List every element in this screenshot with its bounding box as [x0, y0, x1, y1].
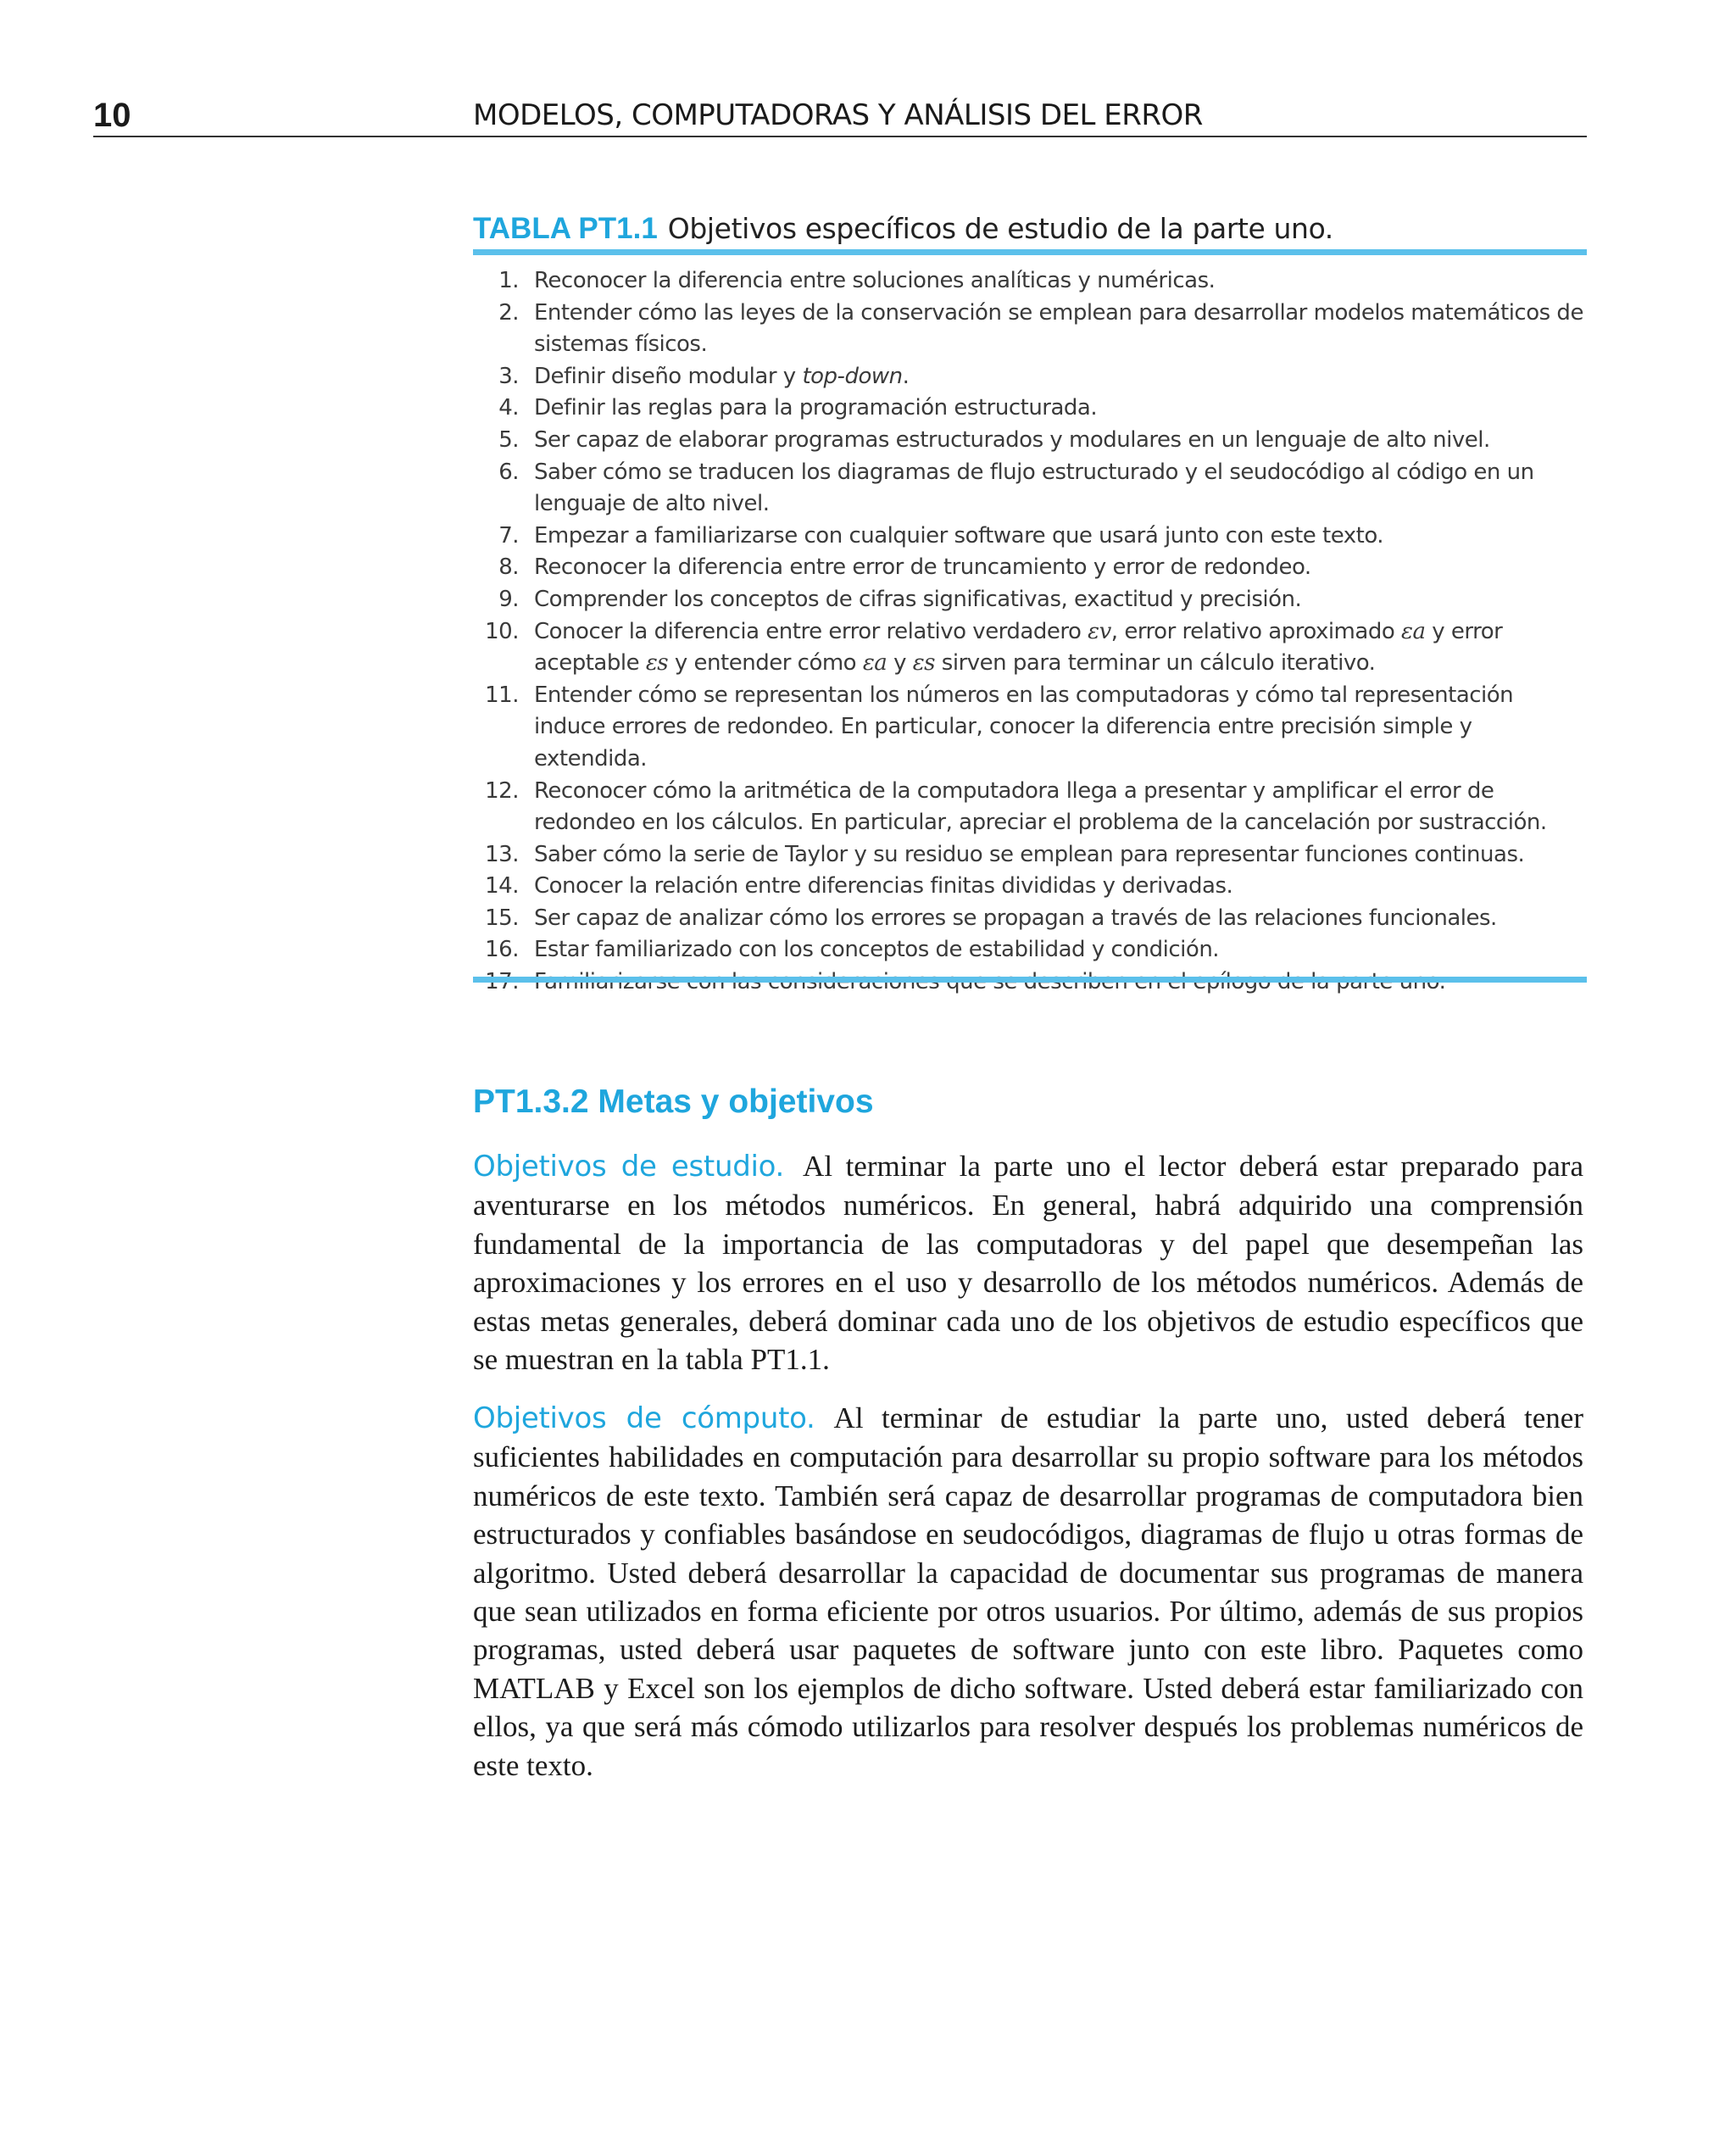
item-text: Saber cómo la serie de Taylor y su residuo se emplean para representar funciones continuas. — [534, 841, 1525, 867]
objectives-list — [473, 265, 1583, 999]
item-number: 2. — [498, 299, 519, 326]
item-number: 3. — [498, 363, 519, 389]
item-text: Ser capaz de elaborar programas estructurados y modulares en un lenguaje de alto nivel. — [534, 426, 1490, 453]
epsilon-symbol: εs — [912, 650, 936, 677]
list-item — [473, 265, 1583, 298]
list-item — [473, 776, 1583, 839]
item-number: 9. — [498, 586, 519, 612]
item-number: 13. — [485, 841, 519, 867]
item-number: 14. — [485, 873, 519, 900]
item-number: 1. — [498, 268, 519, 293]
item-number: 12. — [485, 777, 519, 804]
item-text: sirven para terminar un cálculo iterativo. — [935, 650, 1376, 677]
list-item — [473, 871, 1583, 903]
list-item — [473, 425, 1583, 457]
table-caption: Objetivos específicos de estudio de la parte uno. — [667, 212, 1333, 245]
paragraph-text: Al terminar la parte uno el lector deberá estar preparado para aventurarse en los métodos numéricos. En general, habrá adquirido una comprensión fundamental de la importancia de las computadoras y del papel que desempeñan las aproximaciones y los errores en el uso y desarrollo de los métodos numéricos. Además de estas metas generales, deberá dominar cada uno de los objetivos de estudio específicos que se muestran en la tabla PT1.1. — [473, 1150, 1583, 1377]
running-title: MODELOS, COMPUTADORAS Y ANÁLISIS DEL ERROR — [473, 98, 1203, 132]
epsilon-symbol: εa — [862, 650, 887, 677]
list-item — [473, 680, 1583, 776]
list-item — [473, 393, 1583, 425]
list-item — [473, 934, 1583, 966]
item-text: Ser capaz de analizar cómo los errores se propagan a través de las relaciones funcionales. — [534, 905, 1497, 931]
list-item — [473, 361, 1583, 393]
list-item — [473, 903, 1583, 935]
item-text: Reconocer la diferencia entre soluciones analíticas y numéricas. — [534, 268, 1216, 293]
run-in-heading: Objetivos de estudio. — [473, 1150, 785, 1184]
list-item — [473, 552, 1583, 584]
item-text: Saber cómo se traducen los diagramas de flujo estructurado y el seudocódigo al código en un lenguaje de alto nivel. — [534, 459, 1534, 517]
section-heading: PT1.3.2 Metas y objetivos — [473, 1083, 874, 1120]
item-text: Entender cómo las leyes de la conservación se emplean para desarrollar modelos matemáticos de sistemas físicos. — [534, 299, 1583, 358]
item-text: , error relativo aproximado — [1110, 618, 1401, 644]
item-text: . — [902, 363, 910, 389]
item-text-emphasis: top-down — [802, 363, 903, 389]
item-number: 11. — [485, 682, 519, 708]
item-number: 10. — [485, 618, 519, 644]
header-rule — [93, 136, 1587, 137]
list-item — [473, 298, 1583, 361]
table-title — [473, 212, 1587, 249]
item-text: y error aceptable — [534, 618, 1503, 677]
epsilon-symbol: εs — [645, 650, 669, 677]
run-in-heading: Objetivos de cómputo. — [473, 1401, 815, 1435]
item-number: 5. — [498, 426, 519, 453]
table-bottom-rule — [473, 977, 1587, 983]
item-text: Estar familiarizado con los conceptos de estabilidad y condición. — [534, 937, 1220, 963]
list-item — [473, 457, 1583, 521]
item-number: 16. — [485, 937, 519, 963]
item-text: Definir diseño modular y — [534, 363, 803, 389]
item-number: 7. — [498, 522, 519, 549]
item-text: Empezar a familiarizarse con cualquier software que usará junto con este texto. — [534, 522, 1384, 549]
paragraph-text: Al terminar de estudiar la parte uno, usted deberá tener suficientes habilidades en computación para desarrollar su propio software para los métodos numéricos de este texto. También será capaz de desarrollar programas de computadora bien estructurados y confiables basándose en seudocódigos, diagramas de flujo u otras formas de algoritmo. Usted deberá desarrollar la capacidad de documentar sus programas de manera que sean utilizados en forma eficiente por otros usuarios. Por último, además de sus propios programas, usted deberá usar paquetes de software junto con este libro. Paquetes como MATLAB y Excel son los ejemplos de dicho software. Usted deberá estar familiarizado con ellos, ya que será más cómodo utilizarlos para resolver después los problemas numéricos de este texto. — [473, 1401, 1583, 1782]
table-label: TABLA PT1.1 — [473, 212, 658, 245]
item-number: 15. — [485, 905, 519, 931]
item-text: Conocer la diferencia entre error relativo verdadero — [534, 618, 1088, 644]
item-text: Conocer la relación entre diferencias finitas divididas y derivadas. — [534, 873, 1233, 900]
list-item — [473, 616, 1583, 680]
item-text: Entender cómo se representan los números en las computadoras y cómo tal representación induce errores de redondeo. En particular, conocer la diferencia entre precisión simple y extendida. — [534, 682, 1514, 771]
item-number: 6. — [498, 459, 519, 485]
epsilon-symbol: εv — [1088, 618, 1111, 644]
item-text: Reconocer la diferencia entre error de truncamiento y error de redondeo. — [534, 554, 1311, 581]
list-item — [473, 584, 1583, 616]
table-top-rule — [473, 249, 1587, 255]
running-header — [93, 92, 1587, 139]
item-number: 8. — [498, 554, 519, 581]
computing-objectives-paragraph — [473, 1399, 1583, 1785]
item-text: Comprender los conceptos de cifras significativas, exactitud y precisión. — [534, 586, 1302, 612]
list-item — [473, 521, 1583, 553]
item-text: y entender cómo — [668, 650, 863, 677]
item-text: y — [887, 650, 913, 677]
list-item — [473, 839, 1583, 872]
page-number: 10 — [93, 97, 131, 134]
item-number: 4. — [498, 395, 519, 421]
epsilon-symbol: εa — [1401, 618, 1426, 644]
study-objectives-paragraph — [473, 1147, 1583, 1379]
item-text: Definir las reglas para la programación estructurada. — [534, 395, 1098, 421]
item-text: Reconocer cómo la aritmética de la computadora llega a presentar y amplificar el error de redondeo en los cálculos. En particular, apreciar el problema de la cancelación por sustracción. — [534, 777, 1547, 836]
